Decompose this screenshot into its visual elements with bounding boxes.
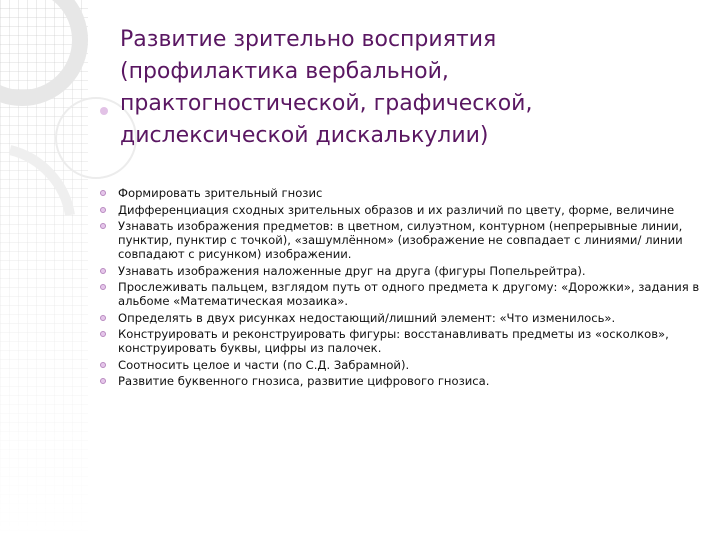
slide-title: Развитие зрительно восприятия (профилактика вербальной, практогностической, графической, дислексической дискалькулии) bbox=[120, 27, 533, 148]
circle-bullet-icon bbox=[100, 315, 106, 321]
circle-bullet-icon bbox=[100, 207, 106, 213]
bullet-text: Прослеживать пальцем, взглядом путь от одного предмета к другому: «Дорожки», задания в альбоме «Математическая мозаика». bbox=[118, 280, 700, 308]
list-item bbox=[100, 311, 700, 325]
list-item bbox=[100, 186, 700, 200]
list-item bbox=[100, 203, 700, 217]
list-item bbox=[100, 219, 700, 261]
list-item bbox=[100, 327, 700, 355]
bullet-text: Определять в двух рисунках недостающий/лишний элемент: «Что изменилось». bbox=[118, 310, 616, 325]
list-item bbox=[100, 280, 700, 308]
circle-bullet-icon bbox=[100, 223, 106, 229]
decorative-dot bbox=[100, 107, 108, 115]
bullet-text: Развитие буквенного гнозиса, развитие цифрового гнозиса. bbox=[118, 374, 490, 388]
circle-bullet-icon bbox=[100, 362, 106, 368]
bullet-list bbox=[100, 186, 700, 391]
bullet-text: Конструировать и реконструировать фигуры: восстанавливать предметы из «осколков», конструировать буквы, цифры из палочек. bbox=[118, 327, 669, 355]
list-item bbox=[100, 358, 700, 372]
bullet-text: Соотносить целое и части (по С.Д. Забрамной). bbox=[118, 357, 410, 372]
circle-bullet-icon bbox=[100, 378, 106, 384]
bullet-text: Формировать зрительный гнозис bbox=[118, 186, 323, 200]
circle-bullet-icon bbox=[100, 331, 106, 337]
circle-bullet-icon bbox=[100, 268, 106, 274]
bullet-text: Узнавать изображения наложенные друг на друга (фигуры Попельрейтра). bbox=[118, 263, 586, 278]
list-item bbox=[100, 374, 700, 388]
bullet-text: Узнавать изображения предметов: в цветном, силуэтном, контурном (непрерывные линии, пунктир, пунктир с точкой), «зашумлённом» (изображение не совпадает с линиями/ линии совпадают с рисунком) изображении. bbox=[118, 219, 683, 261]
circle-bullet-icon bbox=[100, 190, 106, 196]
circle-bullet-icon bbox=[100, 284, 106, 290]
bullet-text: Дифференциация сходных зрительных образов и их различий по цвету, форме, величине bbox=[118, 202, 675, 217]
list-item bbox=[100, 264, 700, 278]
